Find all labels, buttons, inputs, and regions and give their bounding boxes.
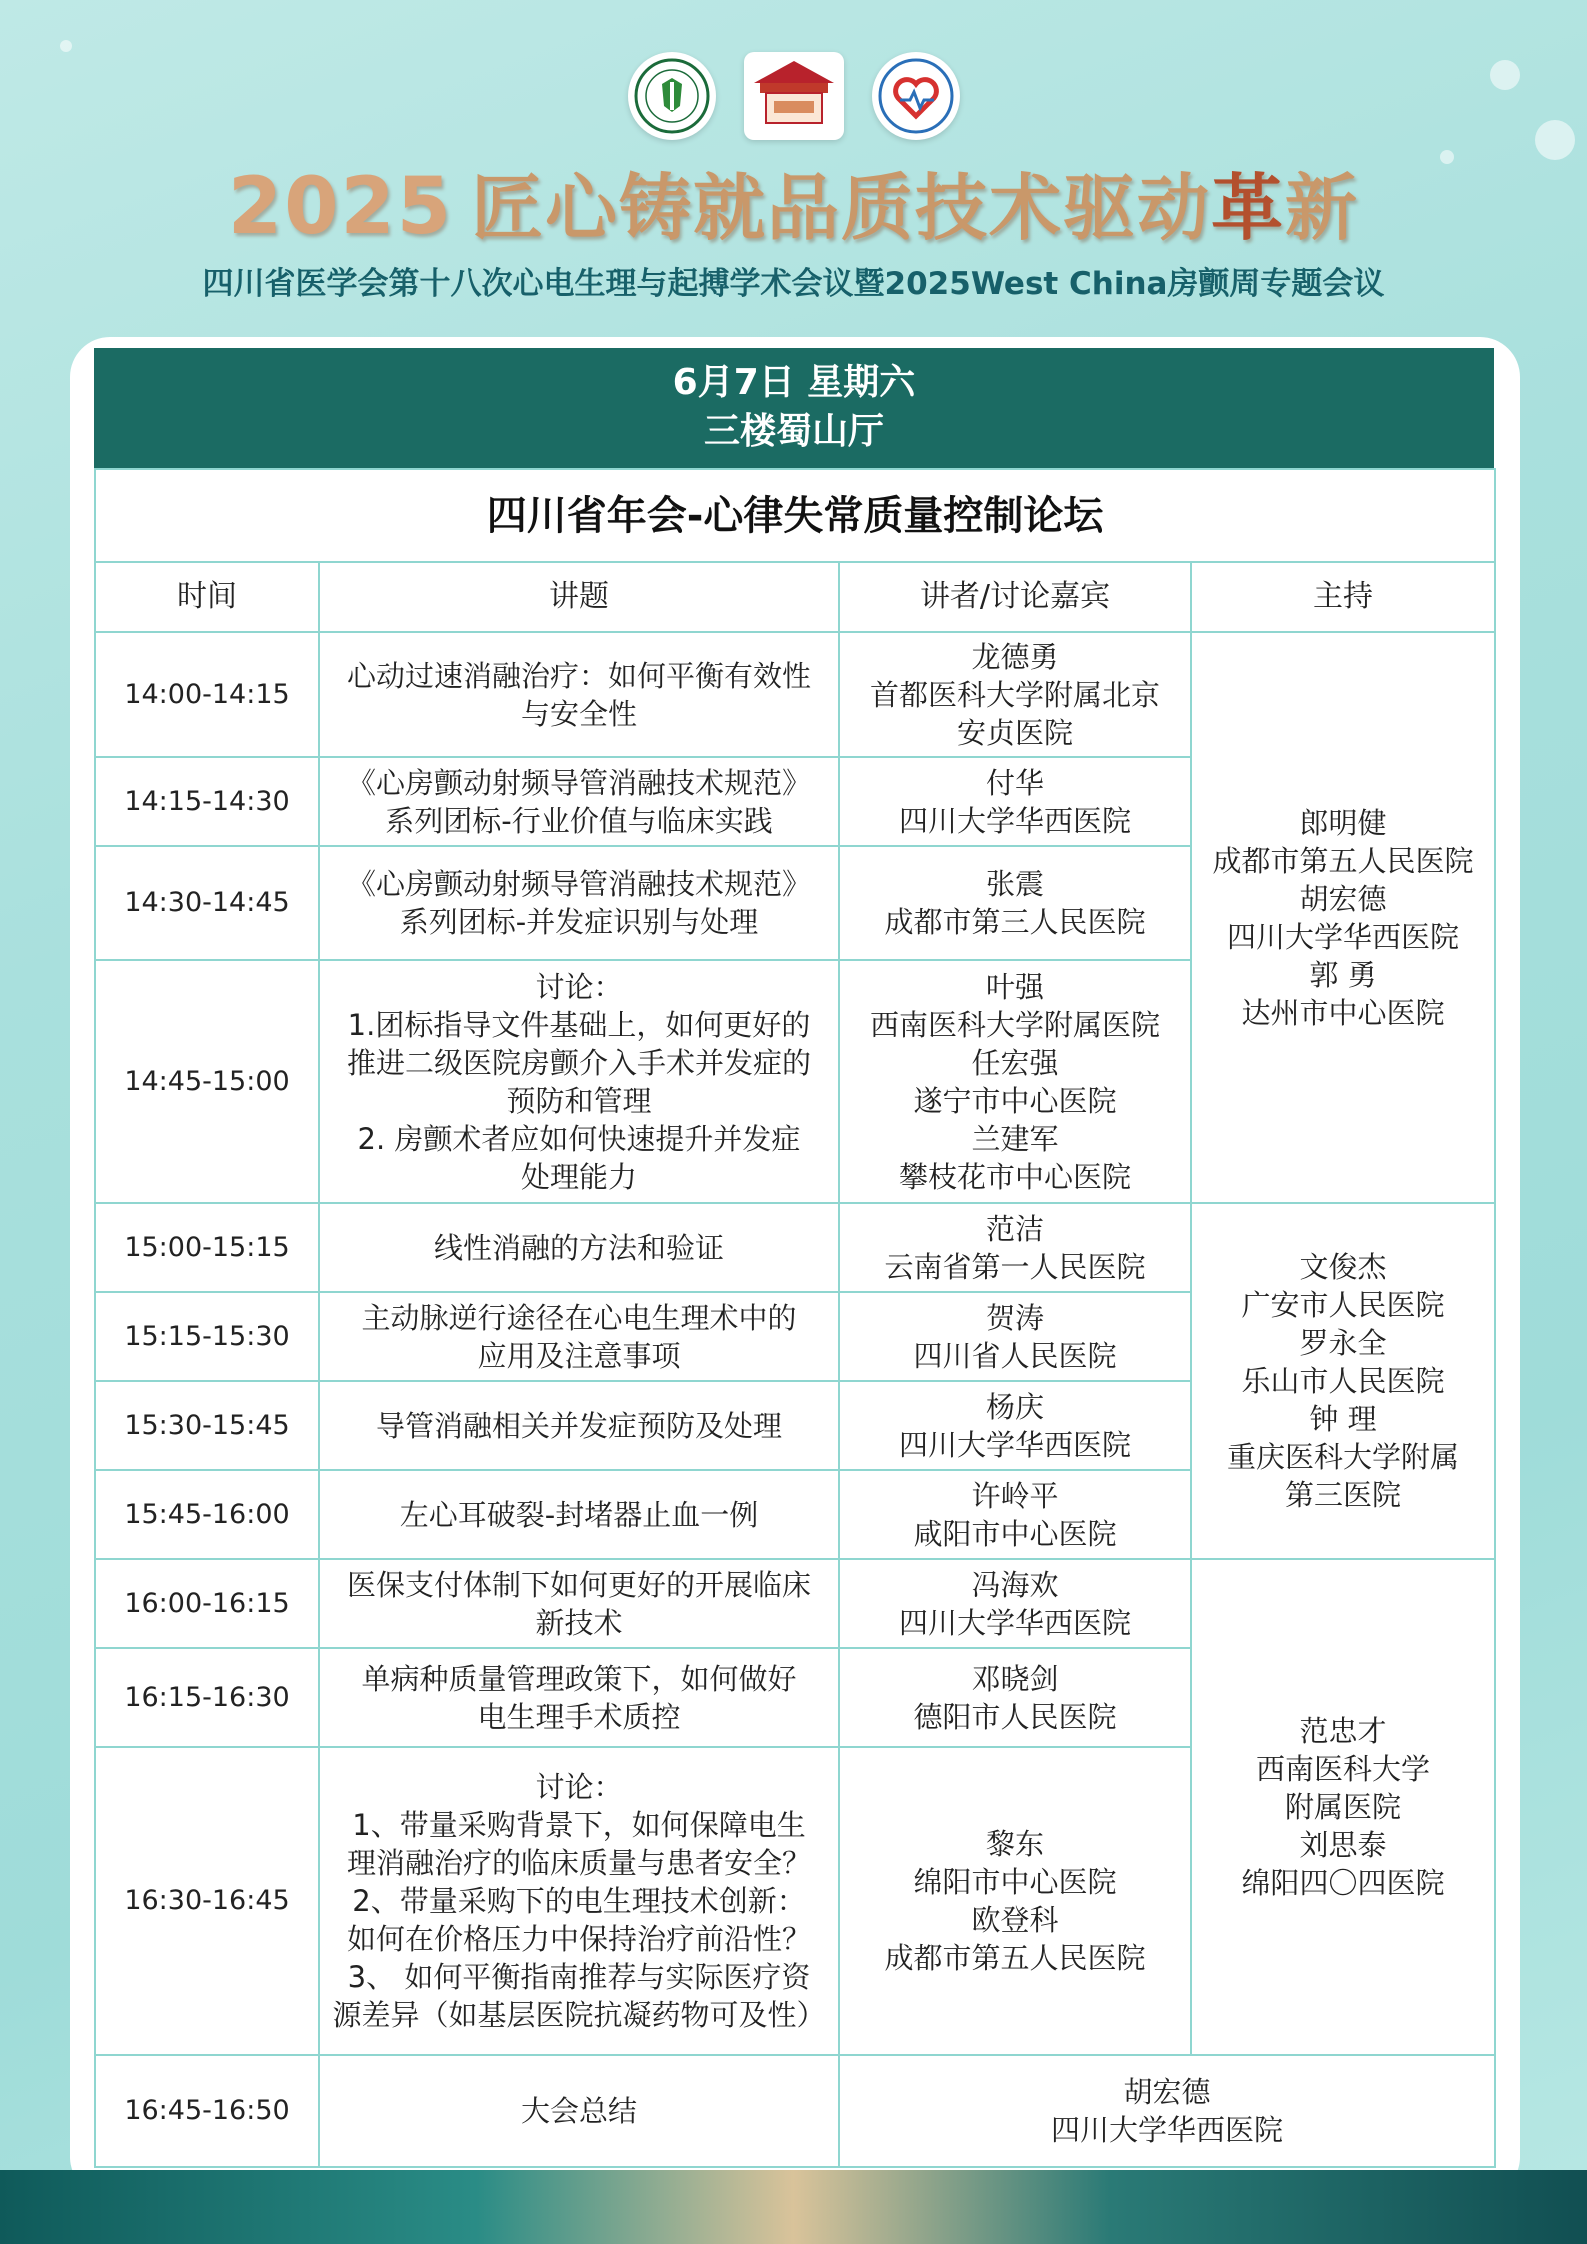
topic-cell: 讨论： 1、带量采购背景下，如何保障电生 理消融治疗的临床质量与患者安全？ 2、带量采购下的电生理技术创新： 如何在价格压力中保持治疗前沿性？ 3、 如何平衡指南推荐与实际医疗资 源差异（如基层医院抗凝药物可及性）	[319, 1747, 839, 2055]
host-cell: 文俊杰 广安市人民医院 罗永全 乐山市人民医院 钟 理 重庆医科大学附属 第三医院	[1191, 1203, 1495, 1559]
slogan	[0, 150, 1587, 254]
time-cell: 16:30-16:45	[95, 1747, 319, 2055]
topic-cell: 大会总结	[319, 2055, 839, 2167]
topic-cell: 医保支付体制下如何更好的开展临床 新技术	[319, 1559, 839, 1648]
sichuan-medical-association-logo	[628, 52, 716, 140]
session-venue: 三楼蜀山厅	[703, 411, 884, 452]
speaker-cell: 许岭平 咸阳市中心医院	[839, 1470, 1191, 1559]
time-cell: 16:00-16:15	[95, 1559, 319, 1648]
slogan-year: 2025	[227, 162, 454, 252]
slogan-text-end: 新	[1285, 165, 1360, 250]
session-header	[94, 348, 1494, 468]
schedule-table	[94, 468, 1496, 2168]
schedule-table-wrapper	[94, 348, 1494, 2168]
table-row	[95, 1559, 1495, 1648]
conference-subtitle: 四川省医学会第十八次心电生理与起搏学术会议暨2025West China房颤周专题会议	[202, 266, 1385, 302]
time-cell: 14:45-15:00	[95, 960, 319, 1203]
decor-bubble	[60, 40, 72, 52]
speaker-cell: 龙德勇 首都医科大学附属北京 安贞医院	[839, 632, 1191, 757]
time-cell: 15:45-16:00	[95, 1470, 319, 1559]
slogan-text: 匠心铸就品质技术驱动	[471, 165, 1212, 250]
speaker-cell: 邓晓剑 德阳市人民医院	[839, 1648, 1191, 1747]
topic-cell: 导管消融相关并发症预防及处理	[319, 1381, 839, 1470]
column-header: 时间	[95, 562, 319, 632]
speaker-cell: 贺涛 四川省人民医院	[839, 1292, 1191, 1381]
topic-cell: 主动脉逆行途径在心电生理术中的 应用及注意事项	[319, 1292, 839, 1381]
topic-cell: 《心房颤动射频导管消融技术规范》 系列团标-行业价值与临床实践	[319, 757, 839, 846]
logo-row	[0, 52, 1587, 140]
topic-cell: 左心耳破裂-封堵器止血一例	[319, 1470, 839, 1559]
time-cell: 15:15-15:30	[95, 1292, 319, 1381]
summary-row	[95, 2055, 1495, 2167]
west-china-hospital-logo	[744, 52, 844, 140]
topic-cell: 线性消融的方法和验证	[319, 1203, 839, 1292]
table-row	[95, 632, 1495, 757]
topic-cell: 心动过速消融治疗：如何平衡有效性 与安全性	[319, 632, 839, 757]
time-cell: 14:15-14:30	[95, 757, 319, 846]
time-cell: 14:30-14:45	[95, 846, 319, 960]
column-header-row	[95, 562, 1495, 632]
speaker-cell: 叶强 西南医科大学附属医院 任宏强 遂宁市中心医院 兰建军 攀枝花市中心医院	[839, 960, 1191, 1203]
speaker-cell: 黎东 绵阳市中心医院 欧登科 成都市第五人民医院	[839, 1747, 1191, 2055]
forum-title: 四川省年会-心律失常质量控制论坛	[95, 469, 1495, 562]
column-header: 主持	[1191, 562, 1495, 632]
topic-cell: 《心房颤动射频导管消融技术规范》 系列团标-并发症识别与处理	[319, 846, 839, 960]
topic-cell: 单病种质量管理政策下，如何做好 电生理手术质控	[319, 1648, 839, 1747]
decor-bottom-wave	[0, 2170, 1587, 2244]
speaker-cell: 胡宏德 四川大学华西医院	[839, 2055, 1495, 2167]
host-cell: 郎明健 成都市第五人民医院 胡宏德 四川大学华西医院 郭 勇 达州市中心医院	[1191, 632, 1495, 1203]
speaker-cell: 付华 四川大学华西医院	[839, 757, 1191, 846]
topic-cell: 讨论： 1.团标指导文件基础上，如何更好的 推进二级医院房颤介入手术并发症的 预防和管理 2. 房颤术者应如何快速提升并发症 处理能力	[319, 960, 839, 1203]
host-cell: 范忠才 西南医科大学 附属医院 刘思泰 绵阳四〇四医院	[1191, 1559, 1495, 2055]
time-cell: 16:45-16:50	[95, 2055, 319, 2167]
session-date: 6月7日 星期六	[672, 362, 916, 403]
table-row	[95, 1203, 1495, 1292]
time-cell: 16:15-16:30	[95, 1648, 319, 1747]
time-cell: 14:00-14:15	[95, 632, 319, 757]
slogan-highlight: 革	[1211, 165, 1286, 250]
time-cell: 15:30-15:45	[95, 1381, 319, 1470]
time-cell: 15:00-15:15	[95, 1203, 319, 1292]
speaker-cell: 范洁 云南省第一人民医院	[839, 1203, 1191, 1292]
speaker-cell: 冯海欢 四川大学华西医院	[839, 1559, 1191, 1648]
forum-title-row	[95, 469, 1495, 562]
column-header: 讲者/讨论嘉宾	[839, 562, 1191, 632]
column-header: 讲题	[319, 562, 839, 632]
speaker-cell: 张震 成都市第三人民医院	[839, 846, 1191, 960]
speaker-cell: 杨庆 四川大学华西医院	[839, 1381, 1191, 1470]
heart-association-logo	[872, 52, 960, 140]
